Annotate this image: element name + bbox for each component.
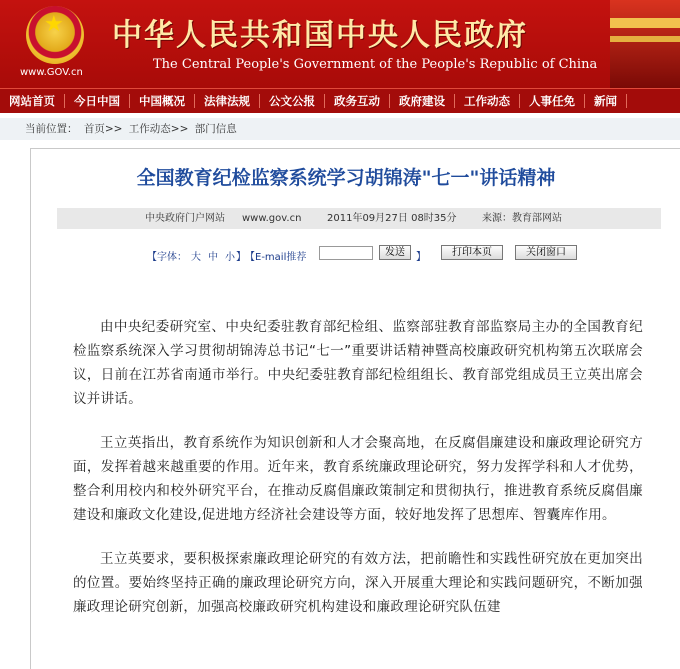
- nav-item-today-china[interactable]: 今日中国: [65, 94, 130, 108]
- nav-item-laws[interactable]: 法律法规: [195, 94, 260, 108]
- article-paragraph: 由中央纪委研究室、中央纪委驻教育部纪检组、监察部驻教育部监察局主办的全国教育纪检监察系统深入学习贯彻胡锦涛总书记“七一”重要讲话精神暨高校廉政研究机构第五次联席会议，日前在江苏省南通市举行。中央纪委驻教育部纪检组组长、教育部党组成员王立英出席会议并讲话。: [73, 319, 643, 407]
- font-size-close: 】: [236, 252, 246, 263]
- breadcrumb-work-news[interactable]: 工作动态>>: [128, 123, 189, 135]
- close-window-button[interactable]: 关闭窗口: [515, 245, 577, 260]
- national-emblem-icon[interactable]: ★: [26, 6, 84, 64]
- nav-item-home[interactable]: 网站首页: [0, 94, 65, 108]
- email-close: 】: [416, 252, 426, 263]
- email-recommend-label: 【E-mail推荐: [245, 252, 307, 263]
- breadcrumb: [0, 118, 680, 140]
- meta-origin: 来源：教育部网站: [482, 213, 562, 224]
- breadcrumb-home[interactable]: 首页>>: [83, 123, 123, 135]
- nav-item-appointments[interactable]: 人事任免: [520, 94, 585, 108]
- font-small-link[interactable]: 小: [225, 252, 235, 263]
- meta-url: www.gov.cn: [242, 213, 302, 224]
- article-paragraph: 王立英指出，教育系统作为知识创新和人才会聚高地，在反腐倡廉建设和廉政理论研究方面，发挥着越来越重要的作用。近年来，教育系统廉政理论研究，努力发挥学科和人才优势，整合利用校内和校外研究平台，在推动反腐倡廉政策制定和贯彻执行，推进教育系统反腐倡廉建设和廉政文化建设,促进地方经济社会建设等方面，较好地发挥了思想库、智囊库作用。: [73, 435, 643, 523]
- font-size-label: 【字体：: [147, 252, 187, 263]
- site-domain[interactable]: www.GOV.cn: [20, 67, 83, 78]
- font-medium-link[interactable]: 中: [208, 252, 218, 263]
- site-title-en: The Central People's Government of the People's Republic of China: [153, 57, 598, 72]
- breadcrumb-label: 当前位置：: [25, 123, 78, 135]
- print-page-button[interactable]: 打印本页: [441, 245, 503, 260]
- nav-item-bulletins[interactable]: 公文公报: [260, 94, 325, 108]
- article-toolbar: [31, 245, 680, 263]
- breadcrumb-dept-info[interactable]: 部门信息: [194, 123, 237, 135]
- nav-item-china-overview[interactable]: 中国概况: [130, 94, 195, 108]
- nav-item-news[interactable]: 新闻: [585, 94, 627, 108]
- article-paragraph: 王立英要求，要积极探索廉政理论研究的有效方法，把前瞻性和实践性研究放在更加突出的位置。要始终坚持正确的廉政理论研究方向，深入开展重大理论和实践问题研究，不断加强廉政理论研究创新，加强高校廉政研究机构建设和廉政理论研究队伍建: [73, 551, 643, 615]
- font-large-link[interactable]: 大: [191, 252, 201, 263]
- article-panel: [30, 148, 680, 669]
- send-button[interactable]: 发送: [379, 245, 411, 260]
- nav-item-interaction[interactable]: 政务互动: [325, 94, 390, 108]
- meta-datetime: 2011年09月27日 08时35分: [327, 213, 457, 224]
- nav-item-gov-building[interactable]: 政府建设: [390, 94, 455, 108]
- nav-item-work-news[interactable]: 工作动态: [455, 94, 520, 108]
- site-banner: [0, 0, 680, 88]
- article-body: [73, 315, 643, 639]
- tiananmen-image: [610, 0, 680, 88]
- email-input[interactable]: [319, 246, 373, 260]
- site-title-cn[interactable]: 中华人民共和国中央人民政府: [112, 18, 528, 53]
- meta-site: 中央政府门户网站: [145, 213, 225, 224]
- main-nav: [0, 88, 680, 113]
- article-title: 全国教育纪检监察系统学习胡锦涛"七一"讲话精神: [136, 167, 556, 189]
- article-meta: [57, 208, 661, 229]
